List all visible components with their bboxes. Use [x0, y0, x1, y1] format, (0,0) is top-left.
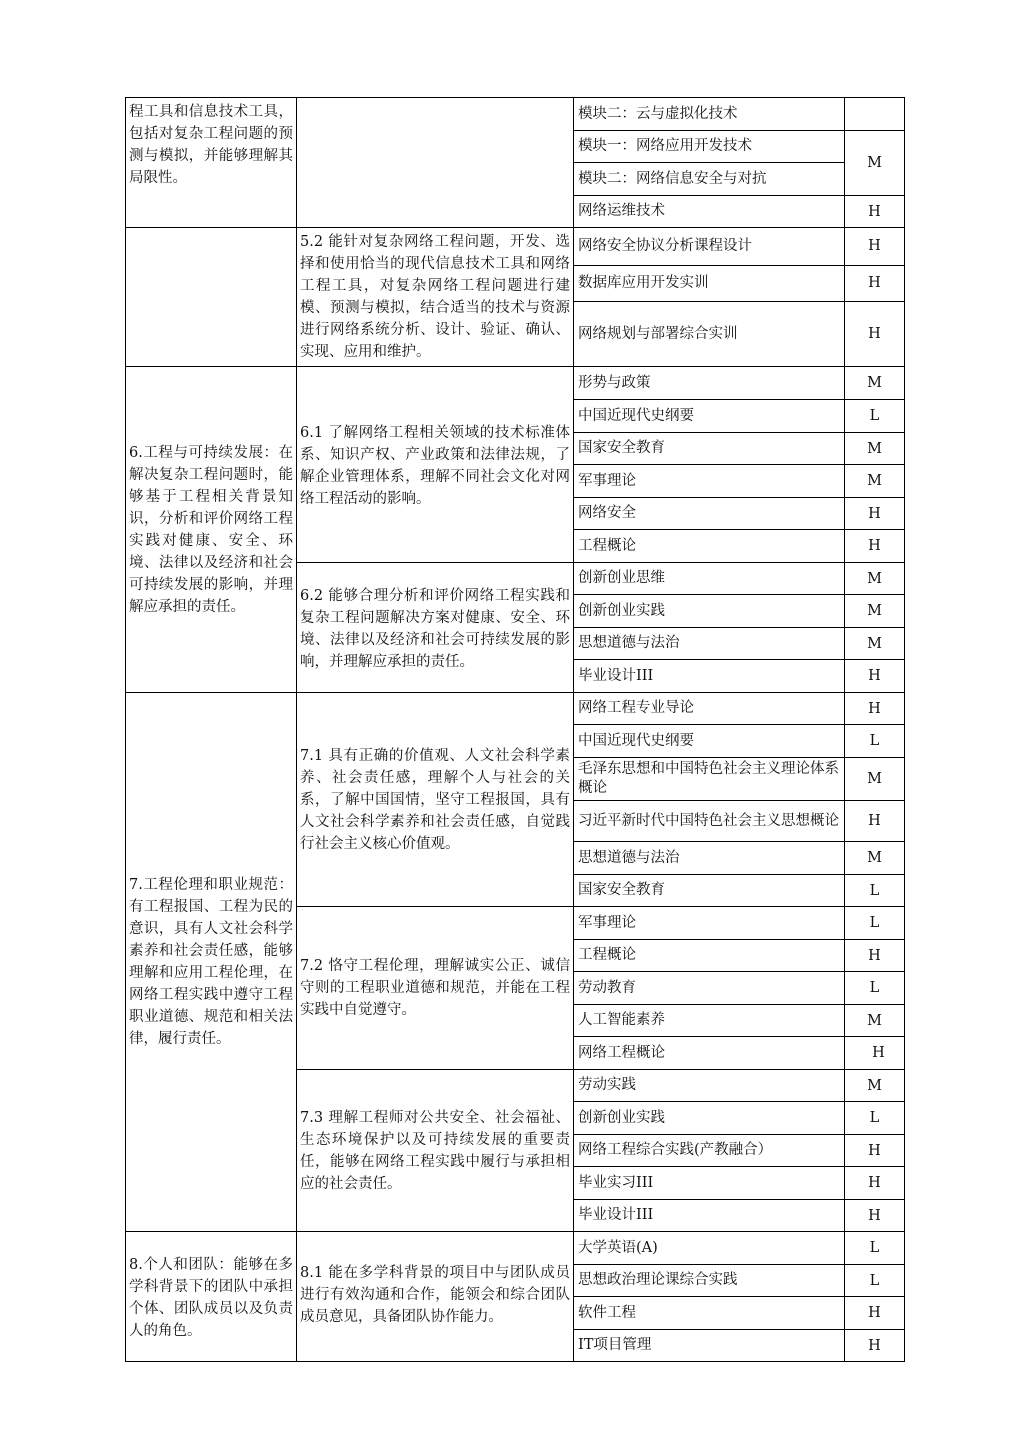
course-cell: 习近平新时代中国特色社会主义思想概论: [574, 801, 845, 842]
course-cell: 网络安全协议分析课程设计: [574, 228, 845, 266]
level-cell: M: [845, 842, 905, 875]
course-cell: 网络运维技术: [574, 196, 845, 228]
document-page: [125, 97, 904, 1362]
requirement-cell: 6.工程与可持续发展：在解决复杂工程问题时，能够基于工程相关背景知识，分析和评价网络工程实践对健康、安全、环境、法律以及经济和社会可持续发展的影响，并理解应承担的责任。: [126, 367, 297, 693]
table-row: [126, 228, 905, 266]
level-cell: H: [845, 498, 905, 530]
course-cell: 网络工程专业导论: [574, 693, 845, 725]
level-cell: L: [845, 1265, 905, 1297]
level-cell: M: [845, 131, 905, 196]
course-cell: 国家安全教育: [574, 875, 845, 907]
course-cell: 军事理论: [574, 465, 845, 498]
course-cell: 劳动实践: [574, 1070, 845, 1102]
course-cell: 形势与政策: [574, 367, 845, 400]
course-cell: IT项目管理: [574, 1330, 845, 1362]
level-cell: [845, 98, 905, 131]
level-cell: L: [845, 400, 905, 433]
level-cell: M: [845, 758, 905, 801]
course-cell: 工程概论: [574, 530, 845, 563]
level-cell: H: [845, 1135, 905, 1167]
level-cell: L: [845, 1102, 905, 1135]
level-cell: L: [845, 907, 905, 940]
course-cell: 思想政治理论课综合实践: [574, 1265, 845, 1297]
level-cell: M: [845, 563, 905, 595]
course-cell: 创新创业思维: [574, 563, 845, 595]
course-cell: 数据库应用开发实训: [574, 265, 845, 301]
course-cell: 毕业设计III: [574, 660, 845, 693]
requirement-cell: 7.工程伦理和职业规范：有工程报国、工程为民的意识，具有人文社会科学素养和社会责任感，能够理解和应用工程伦理，在网络工程实践中遵守工程职业道德、规范和相关法律，履行责任。: [126, 693, 297, 1232]
indicator-cell: 5.2 能针对复杂网络工程问题，开发、选择和使用恰当的现代信息技术工具和网络工程工具，对复杂网络工程问题进行建模、预测与模拟，结合适当的技术与资源进行网络系统分析、设计、验证、确认、实现、应用和维护。: [297, 228, 574, 367]
level-cell: H: [845, 1297, 905, 1330]
course-cell: 国家安全教育: [574, 433, 845, 465]
level-cell: M: [845, 367, 905, 400]
course-cell: 大学英语(A): [574, 1232, 845, 1265]
level-cell: H: [845, 1167, 905, 1200]
level-cell: M: [845, 595, 905, 628]
indicator-cell: 8.1 能在多学科背景的项目中与团队成员进行有效沟通和合作，能领会和综合团队成员意见，具备团队协作能力。: [297, 1232, 574, 1362]
level-cell: L: [845, 972, 905, 1005]
level-cell: M: [845, 628, 905, 660]
requirement-cell: [126, 228, 297, 367]
course-cell: 军事理论: [574, 907, 845, 940]
course-cell: 模块二：云与虚拟化技术: [574, 98, 845, 131]
level-cell: M: [845, 1005, 905, 1037]
indicator-cell: 7.2 恪守工程伦理，理解诚实公正、诚信守则的工程职业道德和规范，并能在工程实践中自觉遵守。: [297, 907, 574, 1070]
table-row: [126, 367, 905, 400]
course-cell: 网络工程综合实践(产教融合）: [574, 1135, 845, 1167]
level-cell: H: [845, 940, 905, 972]
course-cell: 模块一：网络应用开发技术: [574, 131, 845, 163]
level-cell: H: [845, 196, 905, 228]
indicator-cell: 6.1 了解网络工程相关领域的技术标准体系、知识产权、产业政策和法律法规，了解企业管理体系，理解不同社会文化对网络工程活动的影响。: [297, 367, 574, 563]
course-cell: 网络安全: [574, 498, 845, 530]
course-cell: 中国近现代史纲要: [574, 400, 845, 433]
level-cell: L: [845, 1232, 905, 1265]
table-row: [126, 98, 905, 131]
level-cell: M: [845, 465, 905, 498]
course-cell: 模块二：网络信息安全与对抗: [574, 163, 845, 196]
course-cell: 思想道德与法治: [574, 842, 845, 875]
course-cell: 毕业设计III: [574, 1200, 845, 1232]
course-cell: 网络规划与部署综合实训: [574, 302, 845, 367]
level-cell: H: [845, 530, 905, 563]
table-row: [126, 693, 905, 725]
level-cell: L: [845, 725, 905, 758]
level-cell: H: [845, 1330, 905, 1362]
requirement-cell: 程工具和信息技术工具，包括对复杂工程问题的预测与模拟，并能够理解其局限性。: [126, 98, 297, 228]
table-row: [126, 1232, 905, 1265]
indicator-cell: 7.1 具有正确的价值观、人文社会科学素养、社会责任感，理解个人与社会的关系，了解中国国情，坚守工程报国，具有人文社会科学素养和社会责任感，自觉践行社会主义核心价值观。: [297, 693, 574, 907]
indicator-cell: 7.3 理解工程师对公共安全、社会福祉、生态环境保护以及可持续发展的重要责任，能够在网络工程实践中履行与承担相应的社会责任。: [297, 1070, 574, 1232]
graduation-requirements-matrix: [125, 97, 905, 1362]
course-cell: 毕业实习III: [574, 1167, 845, 1200]
level-cell: H: [845, 265, 905, 301]
level-cell: H: [845, 693, 905, 725]
course-cell: 人工智能素养: [574, 1005, 845, 1037]
course-cell: 劳动教育: [574, 972, 845, 1005]
indicator-cell: 6.2 能够合理分析和评价网络工程实践和复杂工程问题解决方案对健康、安全、环境、法律以及经济和社会可持续发展的影响，并理解应承担的责任。: [297, 563, 574, 693]
course-cell: 创新创业实践: [574, 1102, 845, 1135]
course-cell: 创新创业实践: [574, 595, 845, 628]
course-cell: 网络工程概论: [574, 1037, 845, 1070]
level-cell: H: [845, 660, 905, 693]
level-cell: H: [845, 1037, 905, 1070]
indicator-cell: [297, 98, 574, 228]
level-cell: L: [845, 875, 905, 907]
level-cell: H: [845, 228, 905, 266]
course-cell: 思想道德与法治: [574, 628, 845, 660]
course-cell: 软件工程: [574, 1297, 845, 1330]
course-cell: 中国近现代史纲要: [574, 725, 845, 758]
requirement-cell: 8.个人和团队：能够在多学科背景下的团队中承担个体、团队成员以及负责人的角色。: [126, 1232, 297, 1362]
course-cell: 工程概论: [574, 940, 845, 972]
level-cell: H: [845, 801, 905, 842]
level-cell: M: [845, 433, 905, 465]
level-cell: M: [845, 1070, 905, 1102]
level-cell: H: [845, 302, 905, 367]
course-cell: 毛泽东思想和中国特色社会主义理论体系概论: [574, 758, 845, 801]
level-cell: H: [845, 1200, 905, 1232]
